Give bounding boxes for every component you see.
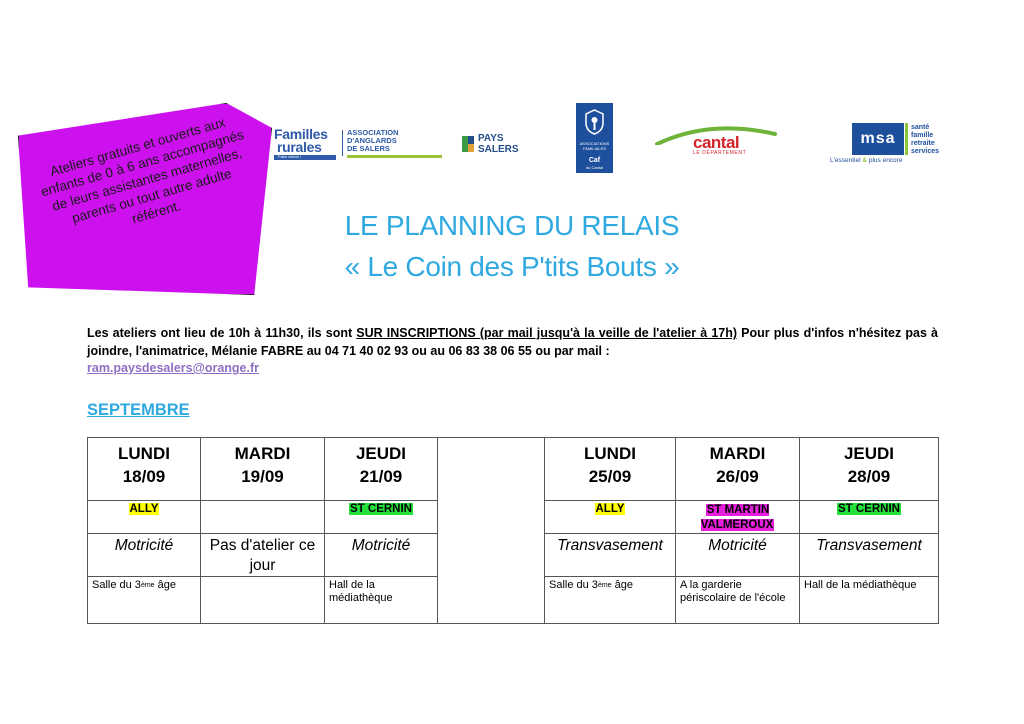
- room-cell: Salle du 3ème âge: [88, 577, 201, 624]
- cantal-subtitle: LE DÉPARTEMENT: [693, 150, 747, 156]
- assoc-line-3: DE SALERS: [347, 144, 390, 153]
- day-cell: MARDI 19/09: [201, 438, 325, 501]
- activity-cell: Motricité: [325, 534, 438, 577]
- activity-cell: Transvasement: [800, 534, 939, 577]
- room-cell: Hall de la médiathèque: [325, 577, 438, 624]
- msa-tag-amp: &: [862, 157, 868, 164]
- info-paragraph: [87, 325, 938, 378]
- registration-notice: SUR INSCRIPTIONS (par mail jusqu'à la veille de l'atelier à 17h): [356, 326, 738, 340]
- activity-cell: Transvasement: [545, 534, 676, 577]
- location-highlight: ST CERNIN: [350, 503, 412, 515]
- schedule-table: [87, 437, 939, 624]
- day-cell: LUNDI 25/09: [545, 438, 676, 501]
- room-cell: Salle du 3ème âge: [545, 577, 676, 624]
- msa-words: [911, 124, 939, 156]
- msa-word-2: famille: [911, 132, 934, 139]
- info-text-3: Pour plus d'infos n'hésitez pas à joindre, l'animatrice, Mélanie FABRE au 04 71 40 02 93 ou au 06 83 38 06 55 ou par mail :: [87, 326, 938, 358]
- msa-logo: [830, 123, 950, 165]
- location-cell: [545, 501, 676, 534]
- table-row-days: [88, 438, 939, 501]
- location-cell: [88, 501, 201, 534]
- page-title: LE PLANNING DU RELAIS: [344, 210, 680, 241]
- assoc-line-2: D'ANGLARDS: [347, 136, 397, 145]
- pays-salers-logo: [462, 133, 540, 157]
- activity-cell: Pas d'atelier ce jour: [201, 534, 325, 577]
- familles-rurales-word2: rurales: [277, 139, 322, 155]
- msa-tag-post: plus encore: [868, 157, 903, 164]
- msa-tag-pre: L'essentiel: [830, 157, 861, 164]
- location-highlight: ALLY: [595, 503, 625, 515]
- day-cell: JEUDI 21/09: [325, 438, 438, 501]
- cantal-logo: [655, 125, 780, 159]
- info-text-1: Les ateliers ont lieu de 10h à 11h30, ils sont: [87, 326, 357, 340]
- familles-rurales-logo: [274, 126, 442, 160]
- spacer-cell: [438, 438, 545, 624]
- day-cell: LUNDI 18/09: [88, 438, 201, 501]
- msa-word-4: services: [911, 148, 940, 155]
- location-cell: [676, 501, 800, 534]
- room-cell: A la garderie périscolaire de l'école: [676, 577, 800, 624]
- email-link[interactable]: ram.paysdesalers@orange.fr: [87, 361, 259, 375]
- caf-emblem-icon: [585, 109, 604, 135]
- msa-tagline: [830, 157, 950, 164]
- location-cell: [800, 501, 939, 534]
- location-highlight: ALLY: [129, 503, 159, 515]
- familles-rurales-word1: Familles: [274, 126, 328, 142]
- caf-subtitle: du Cantal: [585, 165, 604, 170]
- familles-rurales-green-bar: [347, 155, 442, 158]
- caf-name: Caf: [588, 157, 601, 164]
- msa-word-1: santé: [911, 124, 930, 131]
- month-heading: SEPTEMBRE: [87, 401, 190, 419]
- info-note-text: Ateliers gratuits et ouverts aux enfants de 0 à 6 ans accompagnés de leurs assistantes maternelles, parents ou tout autre adulte référent.: [39, 114, 246, 227]
- room-cell: Hall de la médiathèque: [800, 577, 939, 624]
- pays-salers-line2: SALERS: [478, 144, 519, 155]
- logo-separator: [342, 130, 343, 156]
- assoc-line-1: ASSOCIATION: [347, 128, 399, 137]
- room-cell: [201, 577, 325, 624]
- page-subtitle: « Le Coin des P'tits Bouts »: [344, 251, 680, 282]
- cantal-word: cantal: [693, 133, 740, 152]
- familles-rurales-tagline: Faire mieux !: [278, 154, 302, 159]
- day-cell: MARDI 26/09: [676, 438, 800, 501]
- day-cell: JEUDI 28/09: [800, 438, 939, 501]
- msa-box: msa: [852, 123, 904, 155]
- pays-salers-line1: PAYS: [478, 133, 504, 144]
- location-highlight: ST MARTIN VALMEROUX: [700, 504, 774, 531]
- pays-salers-flag-icon: [462, 136, 474, 152]
- caf-logo: [576, 103, 613, 173]
- activity-cell: Motricité: [88, 534, 201, 577]
- location-cell: [201, 501, 325, 534]
- activity-cell: Motricité: [676, 534, 800, 577]
- caf-associations-text: ASSOCIATIONS FAMILIALES: [579, 141, 610, 151]
- msa-green-bar: [905, 123, 908, 155]
- association-anglards-text: [347, 129, 399, 153]
- location-cell: [325, 501, 438, 534]
- location-highlight: ST CERNIN: [838, 503, 900, 515]
- msa-word-3: retraite: [911, 140, 935, 147]
